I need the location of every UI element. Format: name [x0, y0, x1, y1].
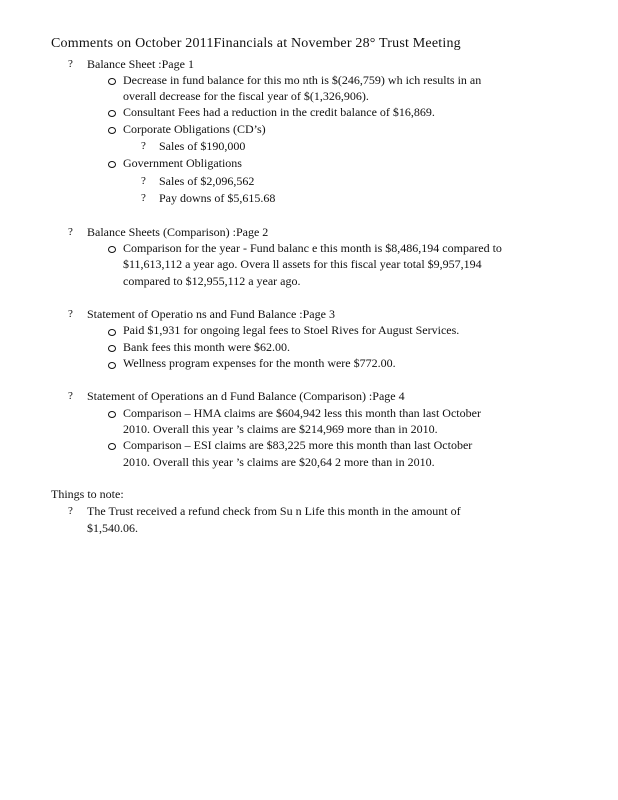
section-heading: Statement of Operatio ns and Fund Balance :Page 3 — [87, 307, 335, 321]
section-heading: Balance Sheets (Comparison) :Page 2 — [87, 225, 269, 239]
sub-item-line: Pay downs of $5,615.68 — [159, 191, 276, 205]
circle-bullet-icon — [108, 411, 116, 418]
sub-bullet: ? — [141, 175, 146, 187]
notes-bullet: ? — [68, 505, 73, 517]
circle-bullet-icon — [108, 345, 116, 352]
item-line: Bank fees this month were $62.00. — [123, 340, 290, 354]
circle-bullet-icon — [108, 161, 116, 168]
sub-bullet: ? — [141, 140, 146, 152]
circle-bullet-icon — [108, 443, 116, 450]
circle-bullet-icon — [108, 362, 116, 369]
item-line: Comparison – HMA claims are $604,942 less this month than last October — [123, 406, 481, 420]
notes-heading: Things to note: — [51, 487, 124, 501]
notes-line: The Trust received a refund check from Su n Life this month in the amount of — [87, 504, 461, 518]
section-bullet: ? — [68, 390, 73, 402]
item-line: Government Obligations — [123, 156, 242, 170]
item-line: Comparison – ESI claims are $83,225 more this month than last October — [123, 438, 473, 452]
circle-bullet-icon — [108, 110, 116, 117]
circle-bullet-icon — [108, 127, 116, 134]
item-line: overall decrease for the fiscal year of $(1,326,906). — [123, 89, 369, 103]
item-line: Consultant Fees had a reduction in the credit balance of $16,869. — [123, 105, 435, 119]
circle-bullet-icon — [108, 246, 116, 253]
item-line: 2010. Overall this year ’s claims are $214,969 more than in 2010. — [123, 422, 438, 436]
page-title: Comments on October 2011Financials at November 28° Trust Meeting — [51, 36, 461, 51]
notes-line: $1,540.06. — [87, 521, 138, 535]
circle-bullet-icon — [108, 78, 116, 85]
item-line: Paid $1,931 for ongoing legal fees to Stoel Rives for August Services. — [123, 323, 460, 337]
item-line: Corporate Obligations (CD’s) — [123, 122, 266, 136]
section-heading: Balance Sheet :Page 1 — [87, 57, 194, 71]
section-bullet: ? — [68, 226, 73, 238]
sub-item-line: Sales of $190,000 — [159, 139, 246, 153]
circle-bullet-icon — [108, 329, 116, 336]
item-line: Comparison for the year - Fund balanc e this month is $8,486,194 compared to — [123, 241, 502, 255]
item-line: Decrease in fund balance for this mo nth is $(246,759) wh ich results in an — [123, 73, 482, 87]
section-bullet: ? — [68, 308, 73, 320]
item-line: compared to $12,955,112 a year ago. — [123, 274, 301, 288]
item-line: Wellness program expenses for the month were $772.00. — [123, 356, 396, 370]
item-line: $11,613,112 a year ago. Overa ll assets for this fiscal year total $9,957,194 — [123, 257, 482, 271]
section-heading: Statement of Operations an d Fund Balance (Comparison) :Page 4 — [87, 389, 405, 403]
section-bullet: ? — [68, 58, 73, 70]
item-line: 2010. Overall this year ’s claims are $20,64 2 more than in 2010. — [123, 455, 435, 469]
sub-item-line: Sales of $2,096,562 — [159, 174, 255, 188]
sub-bullet: ? — [141, 192, 146, 204]
